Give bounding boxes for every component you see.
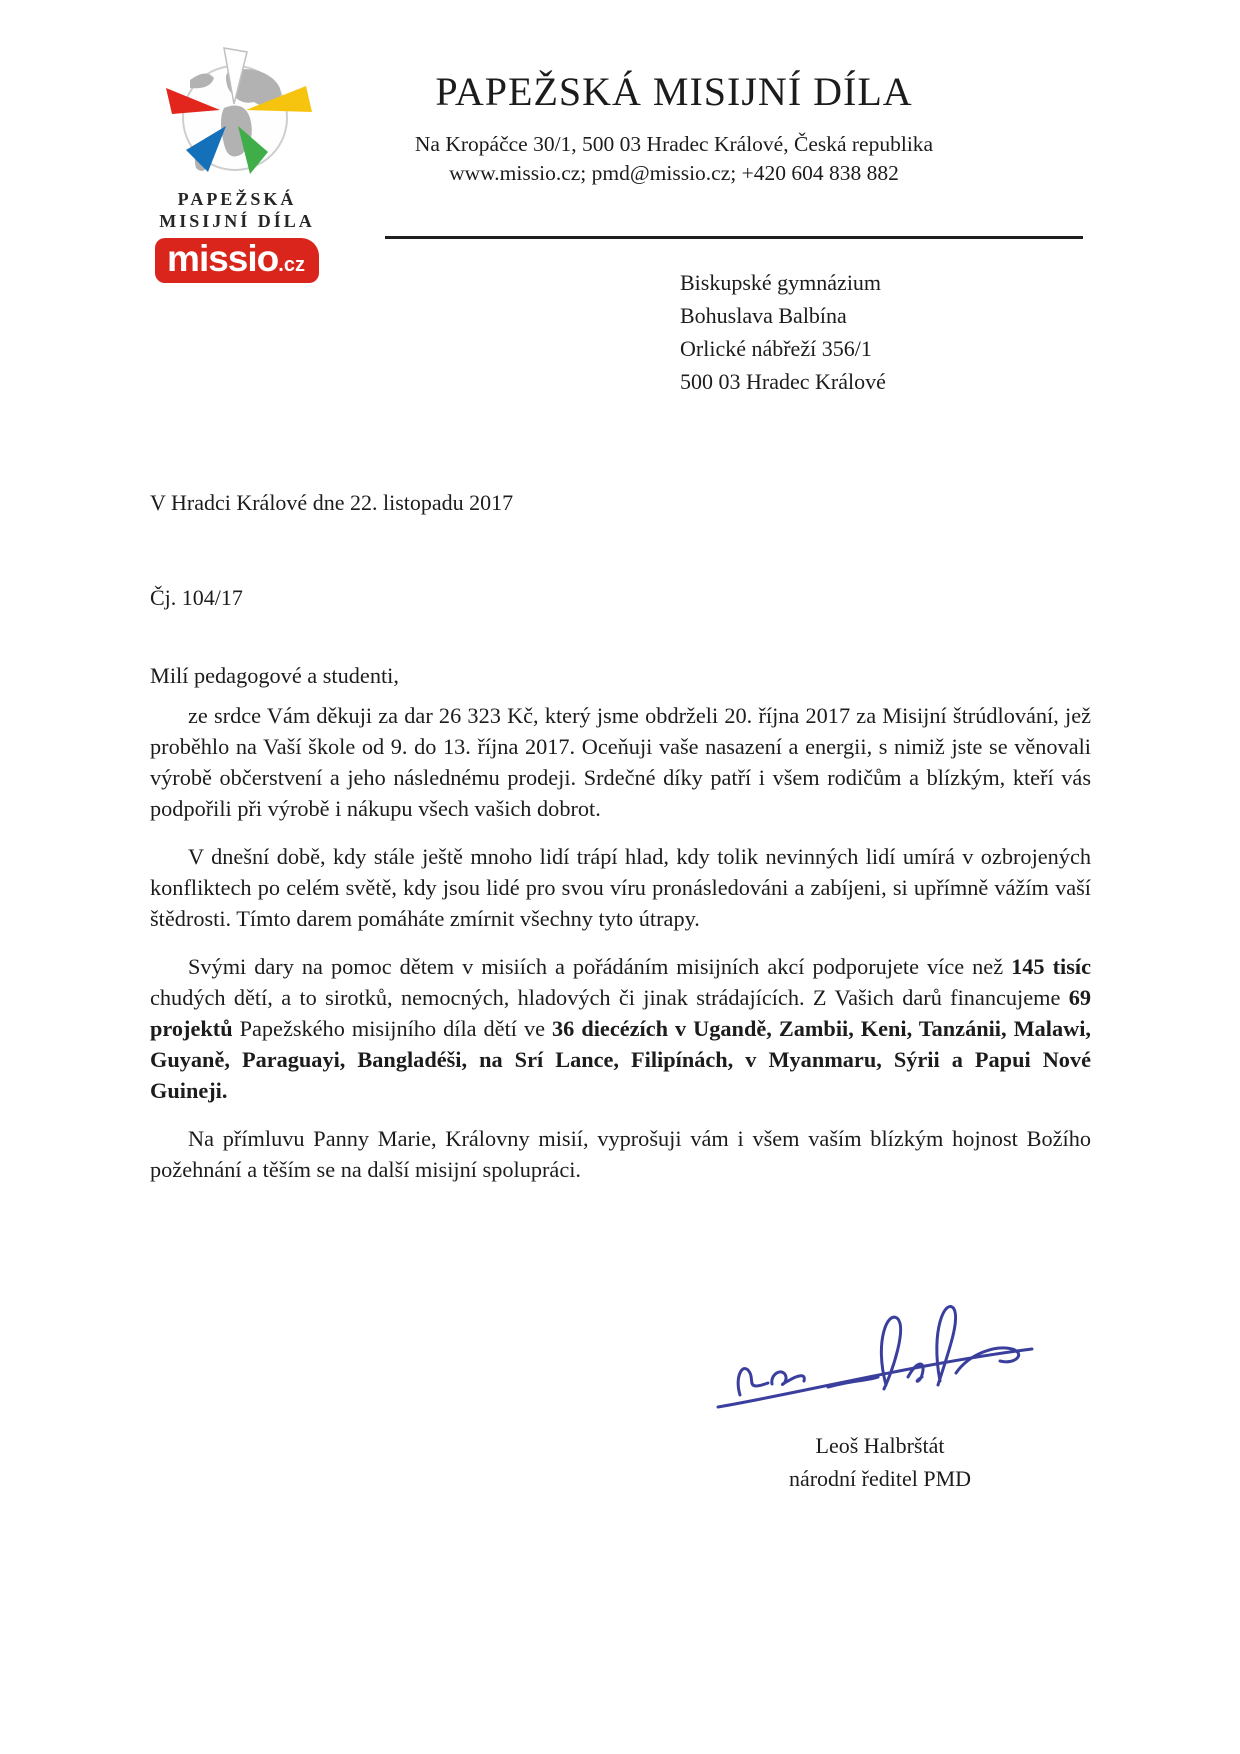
reference-number: Čj. 104/17 [150,585,243,610]
text-segment: Svými dary na pomoc dětem v misiích a pořádáním misijních akcí podporujete více než [188,954,1012,979]
text-segment: ze srdce Vám děkuji za dar 26 323 Kč, který jsme obdrželi 20. října 2017 za Misijní štrúdlování, jež proběhlo na Vaší škole od 9. do 13. října 2017. Oceňuji vaše nasazení a energii, s nimiž jste se věnovali výrobě občerstvení a jeho následnému prodeji. Srdečné díky patří i všem rodičům a blízkým, kteří vás podpořili při výrobě i nákupu všech vašich dobrot. [150,703,1091,821]
letterhead-address-line2: www.missio.cz; pmd@missio.cz; +420 604 838 882 [449,161,899,185]
recipient-line: Orlické nábřeží 356/1 [680,336,872,361]
bold-text-segment: 69 projektů [150,985,1091,1041]
bold-text-segment: 145 tisíc [1011,954,1091,979]
pmd-logo [128,38,346,283]
missio-badge-text: missio [167,238,279,279]
paragraph-3 [150,951,1091,1106]
signature-block [660,1295,1100,1495]
logo-org-line2: MISIJNÍ DÍLA [159,211,315,231]
paragraph-2 [150,841,1091,934]
letter-body [150,660,1091,1202]
paragraph-1 [150,700,1091,824]
signatory-name: Leoš Halbrštát [815,1433,945,1458]
logo-org-line1: PAPEŽSKÁ [177,189,297,209]
salutation: Milí pedagogové a studenti, [150,663,399,688]
header-divider [385,236,1083,239]
recipient-line: Bohuslava Balbína [680,303,847,328]
signatory-role: národní ředitel PMD [788,1466,972,1491]
missio-badge [155,238,319,283]
text-segment: Na přímluvu Panny Marie, Královny misií, vyprošuji vám i všem vaším blízkým hojnost Božího požehnání a těším se na další misijní spolupráci. [150,1126,1091,1182]
place-date-line: V Hradci Králové dne 22. listopadu 2017 [150,490,514,515]
text-segment: chudých dětí, a to sirotků, nemocných, hladových či jinak strádajících. Z Vašich darů financujeme [150,985,1069,1010]
handwritten-signature-icon [710,1295,1050,1425]
page-title: PAPEŽSKÁ MISIJNÍ DÍLA [435,69,913,114]
paragraph-4 [150,1123,1091,1185]
text-segment: Papežského misijního díla dětí ve [232,1016,553,1041]
letterhead [338,70,1010,188]
text-segment: V dnešní době, kdy stále ještě mnoho lidí trápí hlad, kdy tolik nevinných lidí umírá v ozbrojených konfliktech po celém světě, kdy jsou lidé pro svou víru pronásledováni a zabíjeni, si upřímně vážím vaší štědrosti. Tímto darem pomáháte zmírnit všechny tyto útrapy. [150,844,1091,931]
missio-badge-tld: .cz [278,254,305,276]
recipient-line: 500 03 Hradec Králové [680,369,886,394]
recipient-block [680,266,886,398]
letterhead-address-line1: Na Kropáčce 30/1, 500 03 Hradec Králové, Česká republika [414,132,934,156]
recipient-line: Biskupské gymnázium [680,270,882,295]
globe-rays-logo-icon [128,38,346,188]
bold-text-segment: 36 diecézích v Ugandě, Zambii, Keni, Tanzánii, Malawi, Guyaně, Paraguayi, Bangladéši, na Srí Lance, Filipínách, v Myanmaru, Sýrii a Papui Nové Guineji. [150,1016,1091,1103]
